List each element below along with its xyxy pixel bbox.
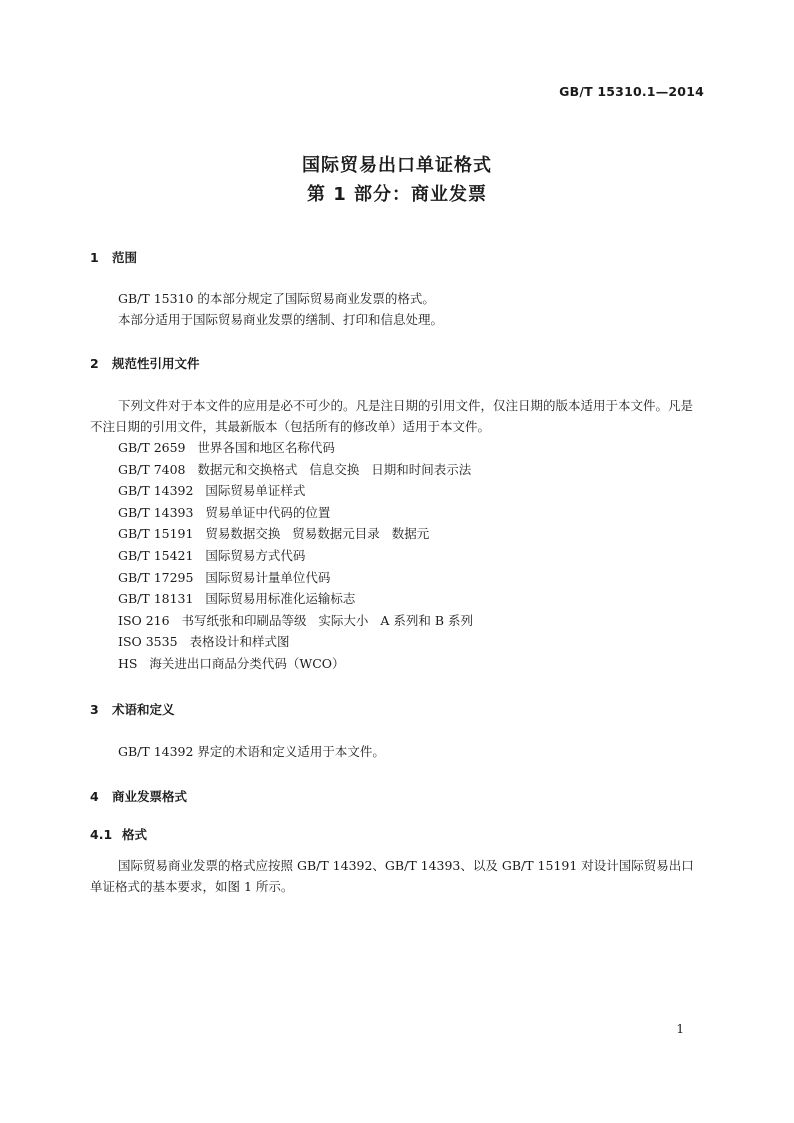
reference-item: GB/T 17295 国际贸易计量单位代码 [118,569,331,585]
section-1-heading [90,248,137,266]
section-number: 4 [90,789,99,804]
document-subtitle: 第 1 部分：商业发票 [306,184,488,205]
reference-item: GB/T 18131 国际贸易用标准化运输标志 [118,591,356,607]
reference-item: HS 海关进出口商品分类代码（WCO） [118,655,345,671]
section-title: 商业发票格式 [112,789,188,804]
section-number: 3 [90,702,99,717]
reference-item: GB/T 14392 国际贸易单证样式 [118,483,306,499]
page-number: 1 [676,1022,684,1036]
section-3-paragraph-1: GB/T 14392 界定的术语和定义适用于本文件。 [118,744,385,759]
reference-item: GB/T 14393 贸易单证中代码的位置 [118,504,331,520]
section-title: 术语和定义 [112,702,175,717]
subsection-title: 格式 [122,827,148,842]
section-1-paragraph-2: 本部分适用于国际贸易商业发票的缮制、打印和信息处理。 [118,312,444,327]
section-1-paragraph-1: GB/T 15310 的本部分规定了国际贸易商业发票的格式。 [118,291,435,306]
section-number: 1 [90,250,99,265]
standard-number: GB/T 15310.1—2014 [559,84,704,99]
reference-item: GB/T 2659 世界各国和地区名称代码 [118,440,335,455]
reference-item: ISO 216 书写纸张和印刷品等级 实际大小 A 系列和 B 系列 [118,612,473,628]
section-2-heading [90,354,200,372]
document-title: 国际贸易出口单证格式 [302,155,492,176]
subsection-4-1-paragraph-1: 国际贸易商业发票的格式应按照 GB/T 14392、GB/T 14393、以及 GB/T 15191 对设计国际贸易出口单证格式的基本要求，如图 1 所示。 [90,858,694,894]
section-number: 2 [90,356,99,371]
section-4-heading [90,787,187,805]
reference-item: GB/T 7408 数据元和交换格式 信息交换 日期和时间表示法 [118,461,472,477]
section-title: 规范性引用文件 [112,356,200,371]
normative-reference-list [118,437,473,675]
section-2-intro: 下列文件对于本文件的应用是必不可少的。凡是注日期的引用文件，仅注日期的版本适用于本文件。凡是不注日期的引用文件，其最新版本（包括所有的修改单）适用于本文件。 [90,398,694,434]
reference-item: GB/T 15421 国际贸易方式代码 [118,547,306,563]
section-3-heading [90,700,175,718]
section-title: 范围 [112,250,138,265]
subsection-4-1-heading [90,825,147,843]
subsection-number: 4.1 [90,827,113,842]
reference-item: ISO 3535 表格设计和样式图 [118,634,290,650]
reference-item: GB/T 15191 贸易数据交换 贸易数据元目录 数据元 [118,526,430,542]
